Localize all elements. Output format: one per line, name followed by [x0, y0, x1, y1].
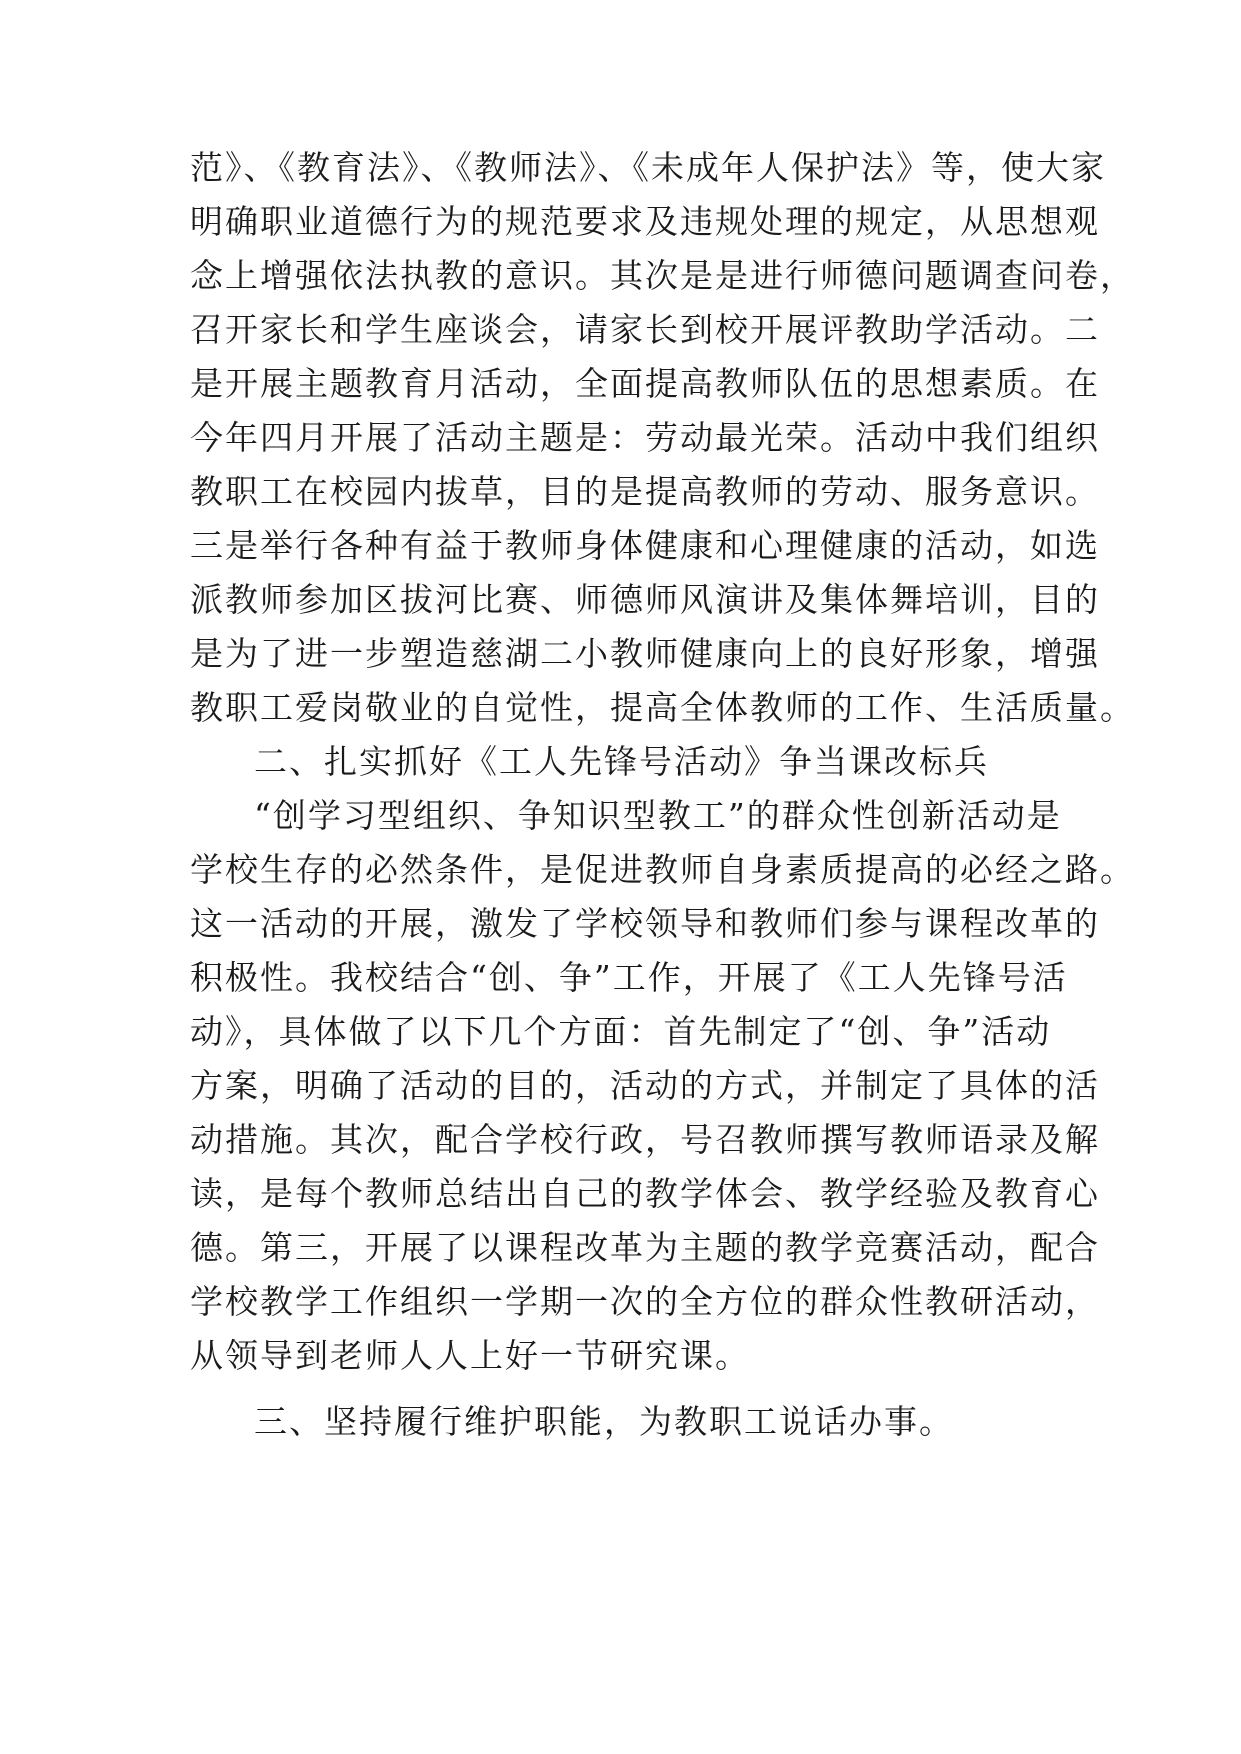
body-line: 动措施。其次，配合学校行政，号召教师撰写教师语录及解 — [190, 1120, 1100, 1159]
body-line: 这一活动的开展，激发了学校领导和教师们参与课程改革的 — [190, 904, 1100, 943]
body-line: 召开家长和学生座谈会，请家长到校开展评教助学活动。二 — [190, 310, 1100, 349]
body-line: 范》、《教育法》、《教师法》、《未成年人保护法》等，使大家 — [190, 148, 1106, 187]
body-line: 是开展主题教育月活动，全面提高教师队伍的思想素质。在 — [190, 364, 1100, 403]
section-heading: 三、坚持履行维护职能，为教职工说话办事。 — [254, 1402, 954, 1441]
body-line: 学校生存的必然条件，是促进教师自身素质提高的必经之路。 — [190, 850, 1135, 889]
body-line: 教职工在校园内拔草，目的是提高教师的劳动、服务意识。 — [190, 472, 1100, 511]
body-line: 学校教学工作组织一学期一次的全方位的群众性教研活动， — [190, 1282, 1100, 1321]
body-line: 积极性。我校结合“创、争”工作，开展了《工人先锋号活 — [190, 958, 1068, 997]
body-line: 今年四月开展了活动主题是：劳动最光荣。活动中我们组织 — [190, 418, 1100, 457]
body-line: 动》，具体做了以下几个方面：首先制定了“创、争”活动 — [190, 1012, 1052, 1051]
body-line: 三是举行各种有益于教师身体健康和心理健康的活动，如选 — [190, 526, 1100, 565]
body-line: 德。第三，开展了以课程改革为主题的教学竞赛活动，配合 — [190, 1228, 1100, 1267]
body-line: 派教师参加区拔河比赛、师德师风演讲及集体舞培训，目的 — [190, 580, 1100, 619]
body-line: 方案，明确了活动的目的，活动的方式，并制定了具体的活 — [190, 1066, 1100, 1105]
body-line: 念上增强依法执教的意识。其次是是进行师德问题调查问卷， — [190, 256, 1135, 295]
body-line: 明确职业道德行为的规范要求及违规处理的规定，从思想观 — [190, 202, 1100, 241]
body-line: “创学习型组织、争知识型教工”的群众性创新活动是 — [254, 796, 1062, 835]
body-line: 教职工爱岗敬业的自觉性，提高全体教师的工作、生活质量。 — [190, 688, 1135, 727]
body-line: 从领导到老师人人上好一节研究课。 — [190, 1336, 750, 1375]
section-heading: 二、扎实抓好《工人先锋号活动》争当课改标兵 — [254, 742, 989, 781]
body-line: 是为了进一步塑造慈湖二小教师健康向上的良好形象，增强 — [190, 634, 1100, 673]
body-line: 读，是每个教师总结出自己的教学体会、教学经验及教育心 — [190, 1174, 1100, 1213]
